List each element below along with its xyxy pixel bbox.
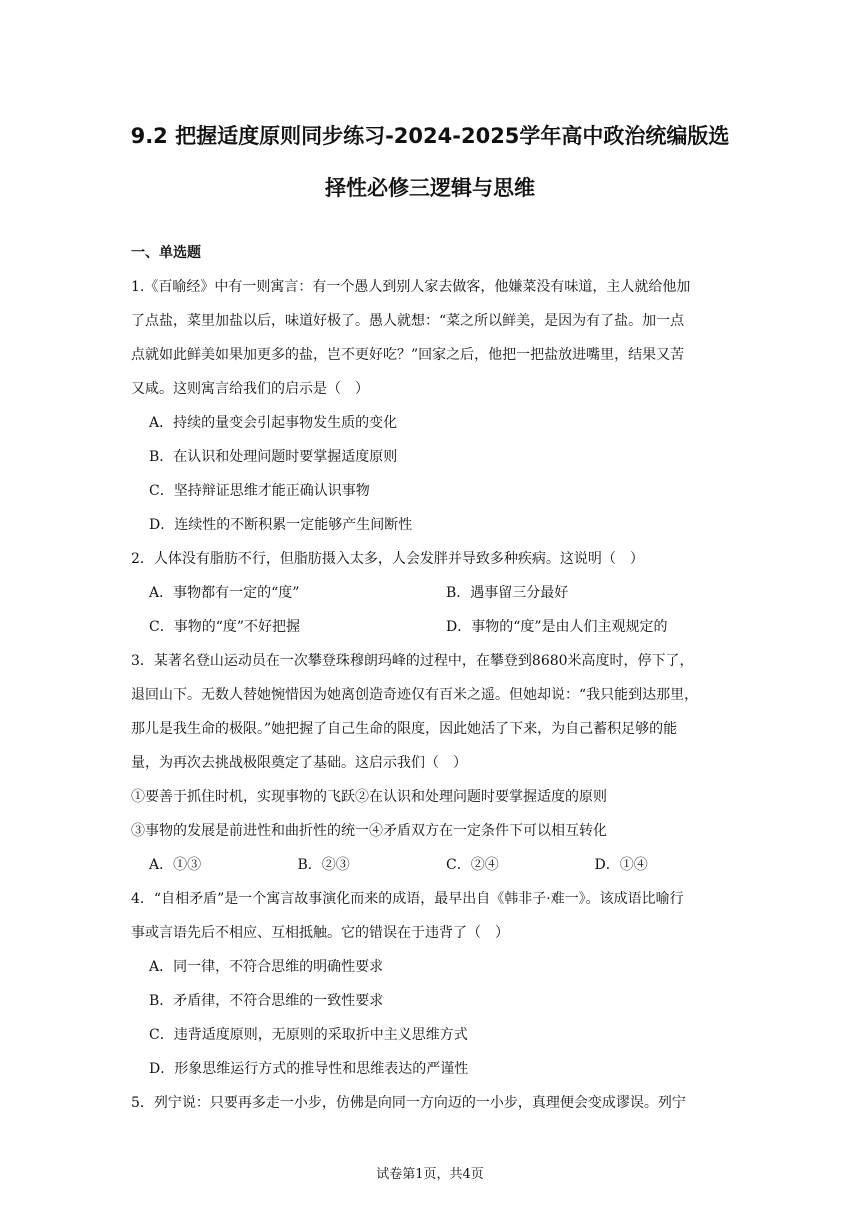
question-text-line: 了点盐，菜里加盐以后，味道好极了。愚人就想：“菜之所以鲜美，是因为有了盐。加一点 — [131, 313, 685, 329]
option-d: D．形象思维运行方式的推导性和思维表达的严谨性 — [149, 1061, 469, 1077]
question-text-line: 2．人体没有脂肪不行，但脂肪摄入太多，人会发胖并导致多种疾病。这说明（ ） — [131, 551, 644, 567]
question-4 — [131, 882, 743, 1086]
question-text-line: 3．某著名登山运动员在一次攀登珠穆朗玛峰的过程中，在攀登到8680米高度时，停下了， — [131, 653, 694, 669]
option-d: D．连续性的不断积累一定能够产生间断性 — [149, 517, 413, 533]
question-1 — [131, 270, 743, 542]
option-c: C．违背适度原则，无原则的采取折中主义思维方式 — [149, 1027, 468, 1043]
option-b: B．在认识和处理问题时要掌握适度原则 — [149, 449, 398, 465]
question-text-line: 那儿是我生命的极限。”她把握了自己生命的限度，因此她活了下来，为自己蓄积足够的能 — [131, 721, 678, 737]
title-line-1: 9.2 把握适度原则同步练习-2024-2025学年高中政治统编版选 — [130, 124, 730, 148]
question-text-line: 量，为再次去挑战极限奠定了基础。这启示我们（ ） — [131, 755, 467, 771]
title-line-2: 择性必修三逻辑与思维 — [325, 176, 535, 200]
question-list — [131, 236, 743, 1120]
question-text-line: 退回山下。无数人替她惋惜因为她离创造奇迹仅有百米之遥。但她却说：“我只能到达那里， — [131, 687, 699, 703]
statement-line: ①要善于抓住时机，实现事物的飞跃②在认识和处理问题时要掌握适度的原则 — [131, 789, 607, 805]
option-b: B．遇事留三分最好 — [446, 585, 569, 601]
option-a: A．①③ — [149, 857, 202, 873]
option-a: A．同一律，不符合思维的明确性要求 — [149, 959, 384, 975]
document-title — [90, 110, 770, 214]
question-text-line: 1.《百喻经》中有一则寓言：有一个愚人到别人家去做客，他嫌菜没有味道，主人就给他加 — [131, 279, 691, 295]
option-row — [131, 576, 743, 610]
question-text-line: 5．列宁说：只要再多走一小步，仿佛是向同一方向迈的一小步，真理便会变成谬误。列宁 — [131, 1095, 686, 1111]
statement-line: ③事物的发展是前进性和曲折性的统一④矛盾双方在一定条件下可以相互转化 — [131, 823, 607, 839]
option-row — [131, 848, 743, 882]
option-d: D．事物的“度”是由人们主观规定的 — [446, 619, 668, 635]
option-d: D．①④ — [594, 857, 648, 873]
section-heading: 一、单选题 — [131, 245, 201, 261]
question-3 — [131, 644, 743, 882]
question-5 — [131, 1086, 743, 1120]
question-text-line: 点就如此鲜美如果加更多的盐，岂不更好吃？”回家之后，他把一把盐放进嘴里，结果又苦 — [131, 347, 685, 363]
question-text-line: 又咸。这则寓言给我们的启示是（ ） — [131, 381, 369, 397]
option-row — [131, 610, 743, 644]
option-a: A．持续的量变会引起事物发生质的变化 — [149, 415, 398, 431]
option-c: C．坚持辩证思维才能正确认识事物 — [149, 483, 370, 499]
page-footer: 试卷第1页，共4页 — [376, 1167, 484, 1182]
option-b: B．矛盾律，不符合思维的一致性要求 — [149, 993, 384, 1009]
question-2 — [131, 542, 743, 644]
option-a: A．事物都有一定的“度” — [149, 585, 300, 601]
option-c: C．事物的“度”不好把握 — [149, 619, 301, 635]
question-text-line: 事或言语先后不相应、互相抵触。它的错误在于违背了（ ） — [131, 925, 509, 941]
question-text-line: 4．“自相矛盾”是一个寓言故事演化而来的成语，最早出自《韩非子·难一》。该成语比喻行 — [131, 891, 684, 907]
option-b: B．②③ — [297, 857, 350, 873]
option-c: C．②④ — [446, 857, 499, 873]
